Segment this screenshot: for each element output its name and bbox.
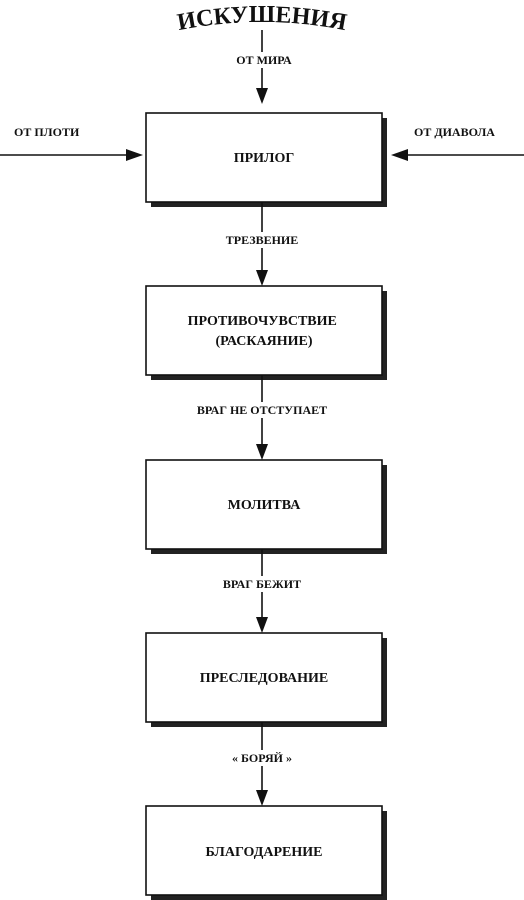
source-world-label: ОТ МИРА bbox=[236, 53, 292, 67]
stage-label-blagodarenie: БЛАГОДАРЕНИЕ bbox=[205, 845, 323, 860]
transition-label-3: ВРАГ БЕЖИТ bbox=[222, 577, 302, 591]
transition-arrow-2 bbox=[177, 375, 347, 460]
transition-arrow-3 bbox=[200, 549, 324, 633]
source-devil-label: ОТ ДИАВОЛА bbox=[414, 125, 495, 139]
stage-box-protivochuvstvie bbox=[146, 286, 387, 380]
arrow-from-flesh bbox=[0, 149, 143, 161]
transition-label-2: ВРАГ НЕ ОТСТУПАЕТ bbox=[196, 403, 328, 417]
transition-label-4: « БОРЯЙ » bbox=[232, 751, 292, 765]
arrow-from-devil bbox=[391, 149, 524, 161]
source-flesh-label: ОТ ПЛОТИ bbox=[14, 125, 80, 139]
stage-label-molitva: МОЛИТВА bbox=[227, 498, 301, 513]
diagram-title-text: ИСКУШЕНИЯ bbox=[175, 1, 349, 37]
stage-label-presledovanie: ПРЕСЛЕДОВАНИЕ bbox=[199, 671, 329, 686]
transition-label-1: ТРЕЗВЕНИЕ bbox=[225, 233, 299, 247]
stage-label-protivochuvstvie: ПРОТИВОЧУВСТВИЕ (РАСКАЯНИЕ) bbox=[187, 314, 337, 349]
stage-label-prilog: ПРИЛОГ bbox=[233, 151, 295, 166]
arrow-from-world bbox=[222, 30, 302, 104]
